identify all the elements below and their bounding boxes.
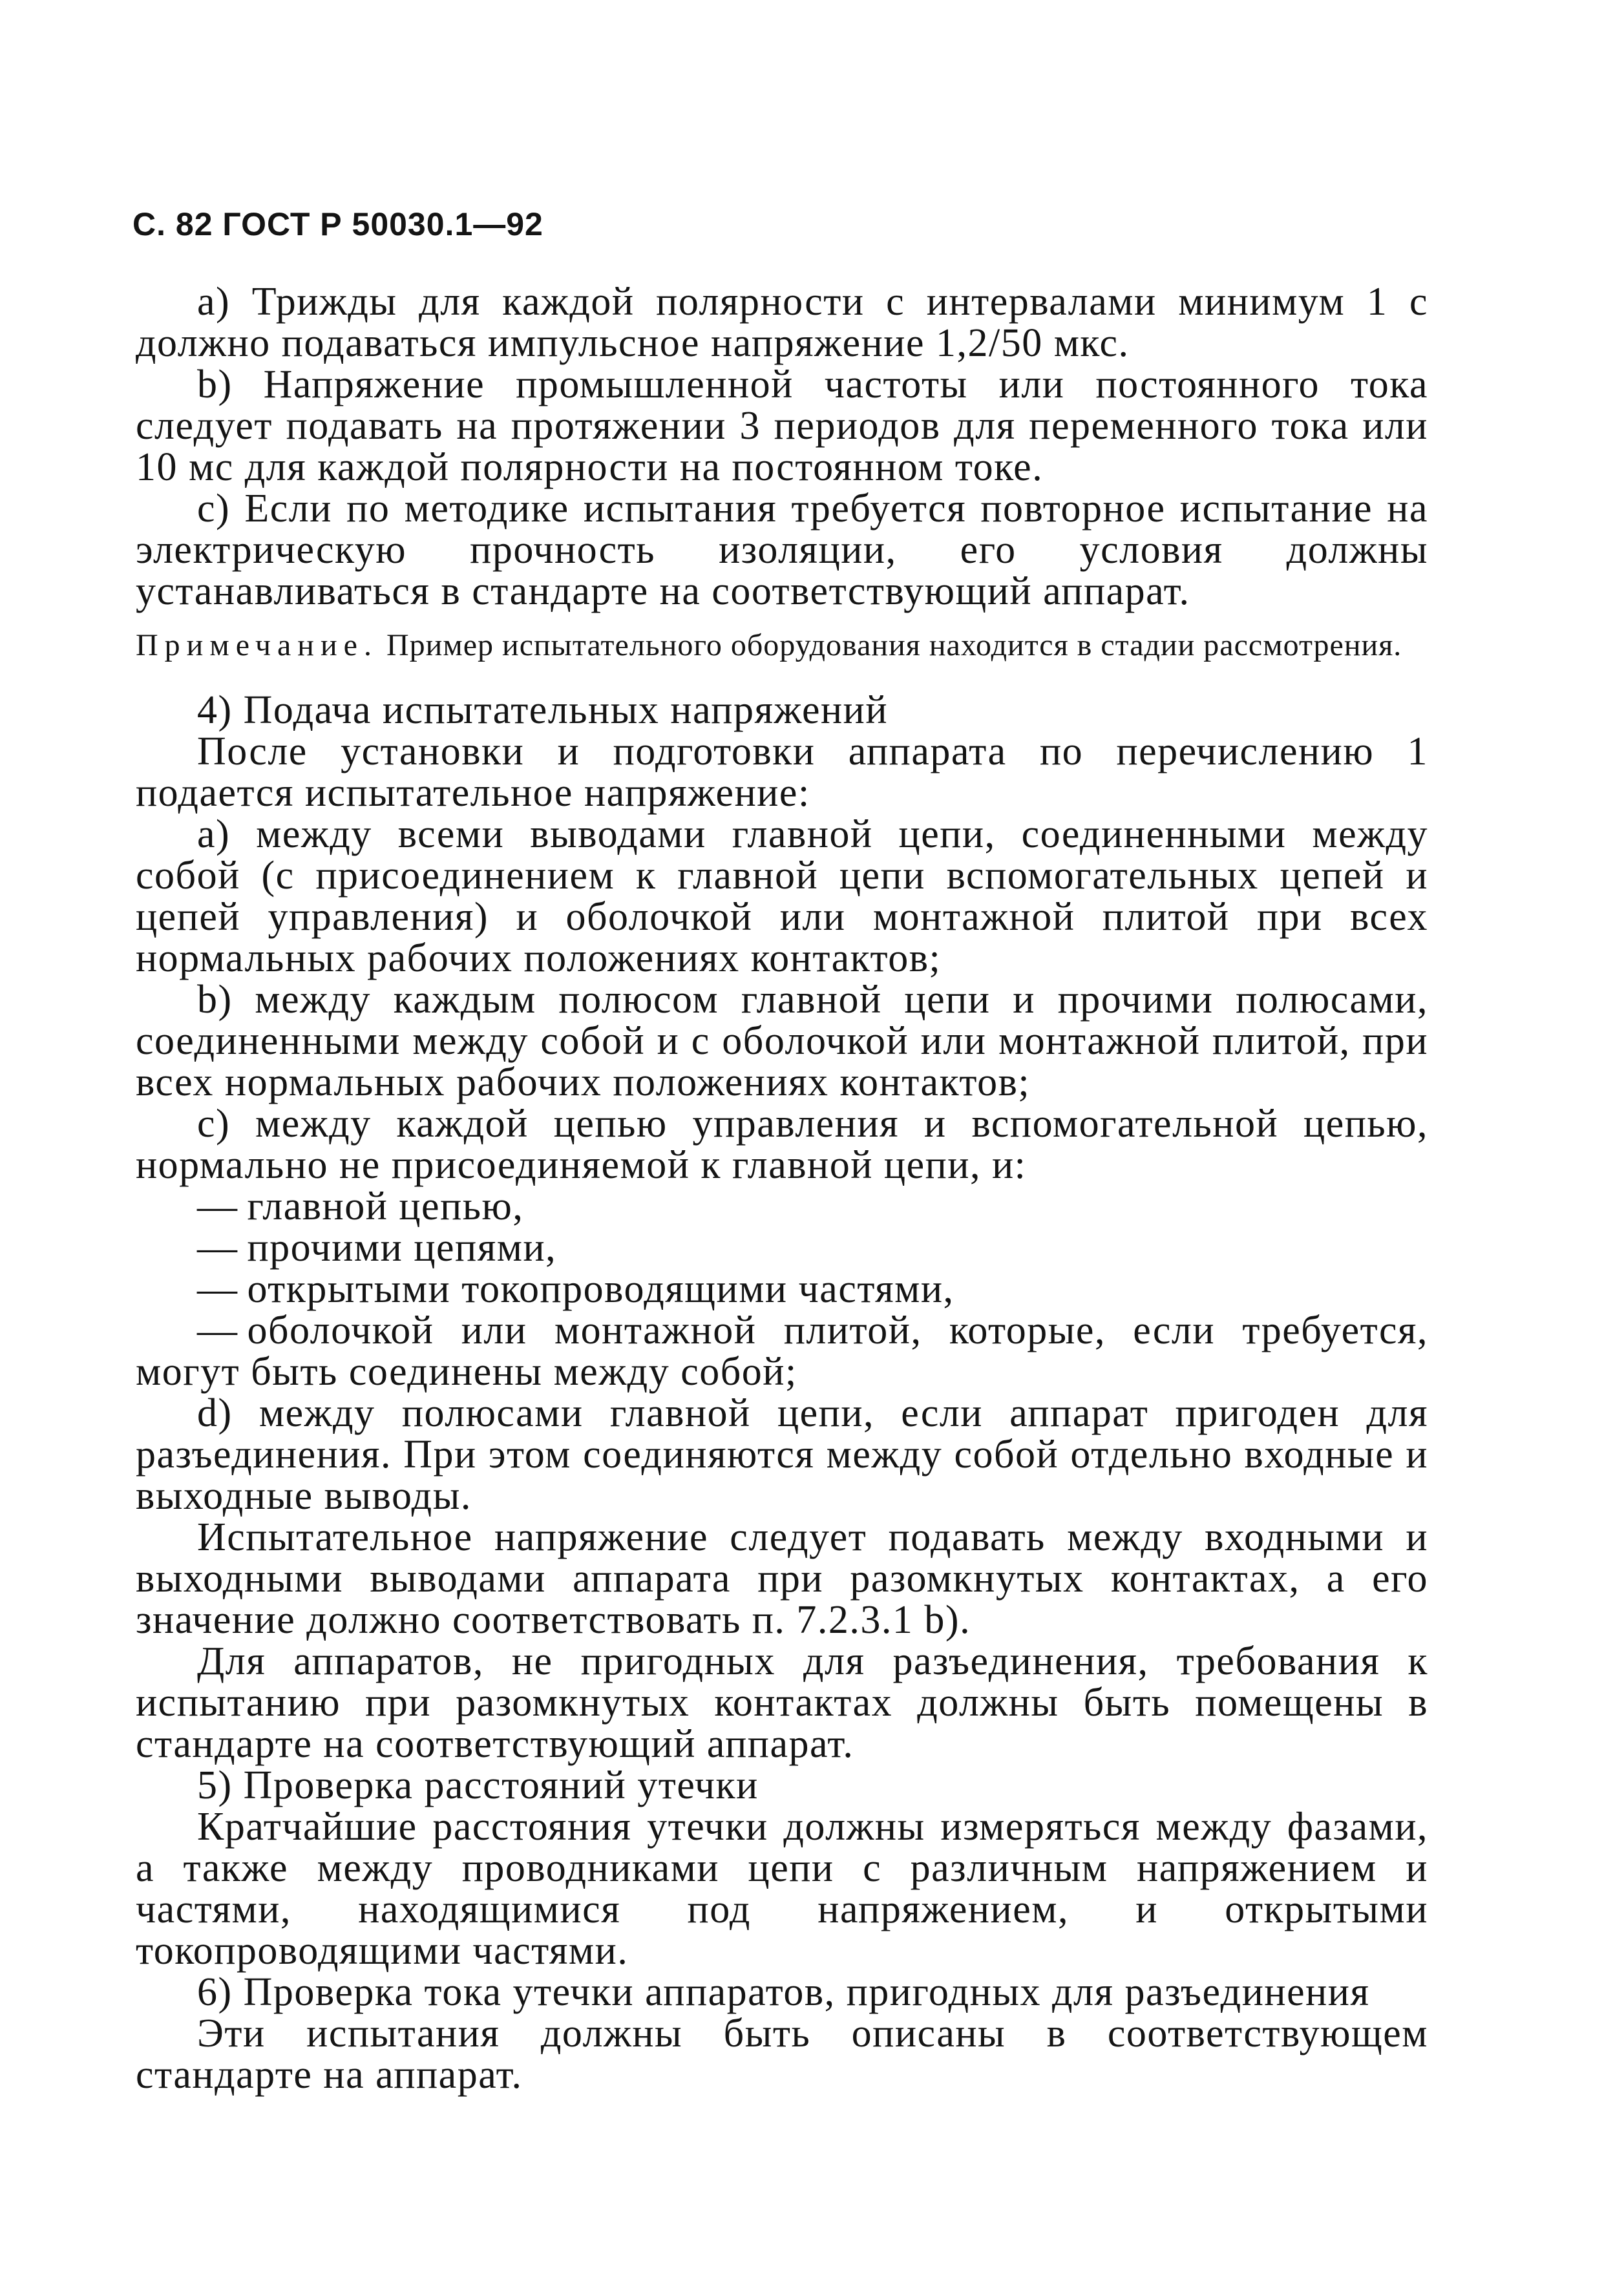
dash-item-text: прочими цепями, (247, 1226, 557, 1270)
dash-mark: — (197, 1184, 238, 1228)
section-6-heading: 6) Проверка тока утечки аппаратов, пригодных для разъединения (197, 1970, 1370, 2014)
section-4-item-c: c) между каждой цепью управления и вспомогательной цепью, нормально не присоединяемой к главной цепи, и: (136, 1102, 1428, 1187)
section-4-item-b: b) между каждым полюсом главной цепи и прочими полюсами, соединенными между собой и с оболочкой или монтажной плитой, при всех нормальных рабочих положениях контактов; (136, 978, 1428, 1104)
dash-item (136, 1227, 1428, 1268)
section-5-heading: 5) Проверка расстояний утечки (197, 1763, 759, 1807)
section-4-paragraph: Испытательное напряжение следует подавать между входными и выходными выводами аппарата при разомкнутых контактах, а его значение должно соответствовать п. 7.2.3.1 b). (136, 1515, 1428, 1642)
section-4-item-a: а) между всеми выводами главной цепи, соединенными между собой (с присоединением к главной цепи вспомогательных цепей и цепей управления) и оболочкой или монтажной плитой при всех нормальных рабочих положениях контактов; (136, 812, 1428, 980)
dash-mark: — (197, 1226, 238, 1270)
section-6-text: Эти испытания должны быть описаны в соответствующем стандарте на аппарат. (136, 2012, 1428, 2097)
dash-item-text: открытыми токопроводящими частями, (247, 1267, 954, 1311)
section-4-intro: После установки и подготовки аппарата по перечислению 1 подается испытательное напряжение: (136, 730, 1428, 815)
section-4-item-d: d) между полюсами главной цепи, если аппарат пригоден для разъединения. При этом соединяются между собой отдельно входные и выходные выводы. (136, 1391, 1428, 1518)
dash-item (136, 1268, 1428, 1310)
document-body (136, 281, 1428, 2096)
test-item-b: b) Напряжение промышленной частоты или постоянного тока следует подавать на протяжении 3 периодов для переменного тока или 10 мс для каждой полярности на постоянном токе. (136, 363, 1428, 489)
dash-item (136, 1186, 1428, 1227)
page-header: С. 82 ГОСТ Р 50030.1—92 (132, 206, 543, 242)
section-4-heading: 4) Подача испытательных напряжений (197, 688, 889, 732)
section-5-text: Кратчайшие расстояния утечки должны измеряться между фазами, а также между проводниками цепи с различным напряжением и частями, находящимися под напряжением, и открытыми токопроводящими частями. (136, 1805, 1428, 1973)
dash-item-text: оболочкой или монтажной плитой, которые, если требуется, могут быть соединены между собой; (136, 1309, 1428, 1394)
section-4-paragraph: Для аппаратов, не пригодных для разъединения, требования к испытанию при разомкнутых контактах должны быть помещены в стандарте на соответствующий аппарат. (136, 1639, 1428, 1766)
dash-item (136, 1310, 1428, 1393)
dash-item-text: главной цепью, (247, 1184, 524, 1228)
dash-mark: — (197, 1309, 238, 1352)
test-item-c: c) Если по методике испытания требуется повторное испытание на электрическую прочность изоляции, его условия должны устанавливаться в стандарте на соответствующий аппарат. (136, 487, 1428, 613)
test-item-a: а) Трижды для каждой полярности с интервалами минимум 1 с должно подаваться импульсное напряжение 1,2/50 мкс. (136, 280, 1428, 365)
dash-mark: — (197, 1267, 238, 1311)
note-text: Пример испытательного оборудования находится в стадии рассмотрения. (386, 628, 1402, 662)
note-label: Примечание. (136, 628, 378, 662)
note (136, 626, 1428, 665)
